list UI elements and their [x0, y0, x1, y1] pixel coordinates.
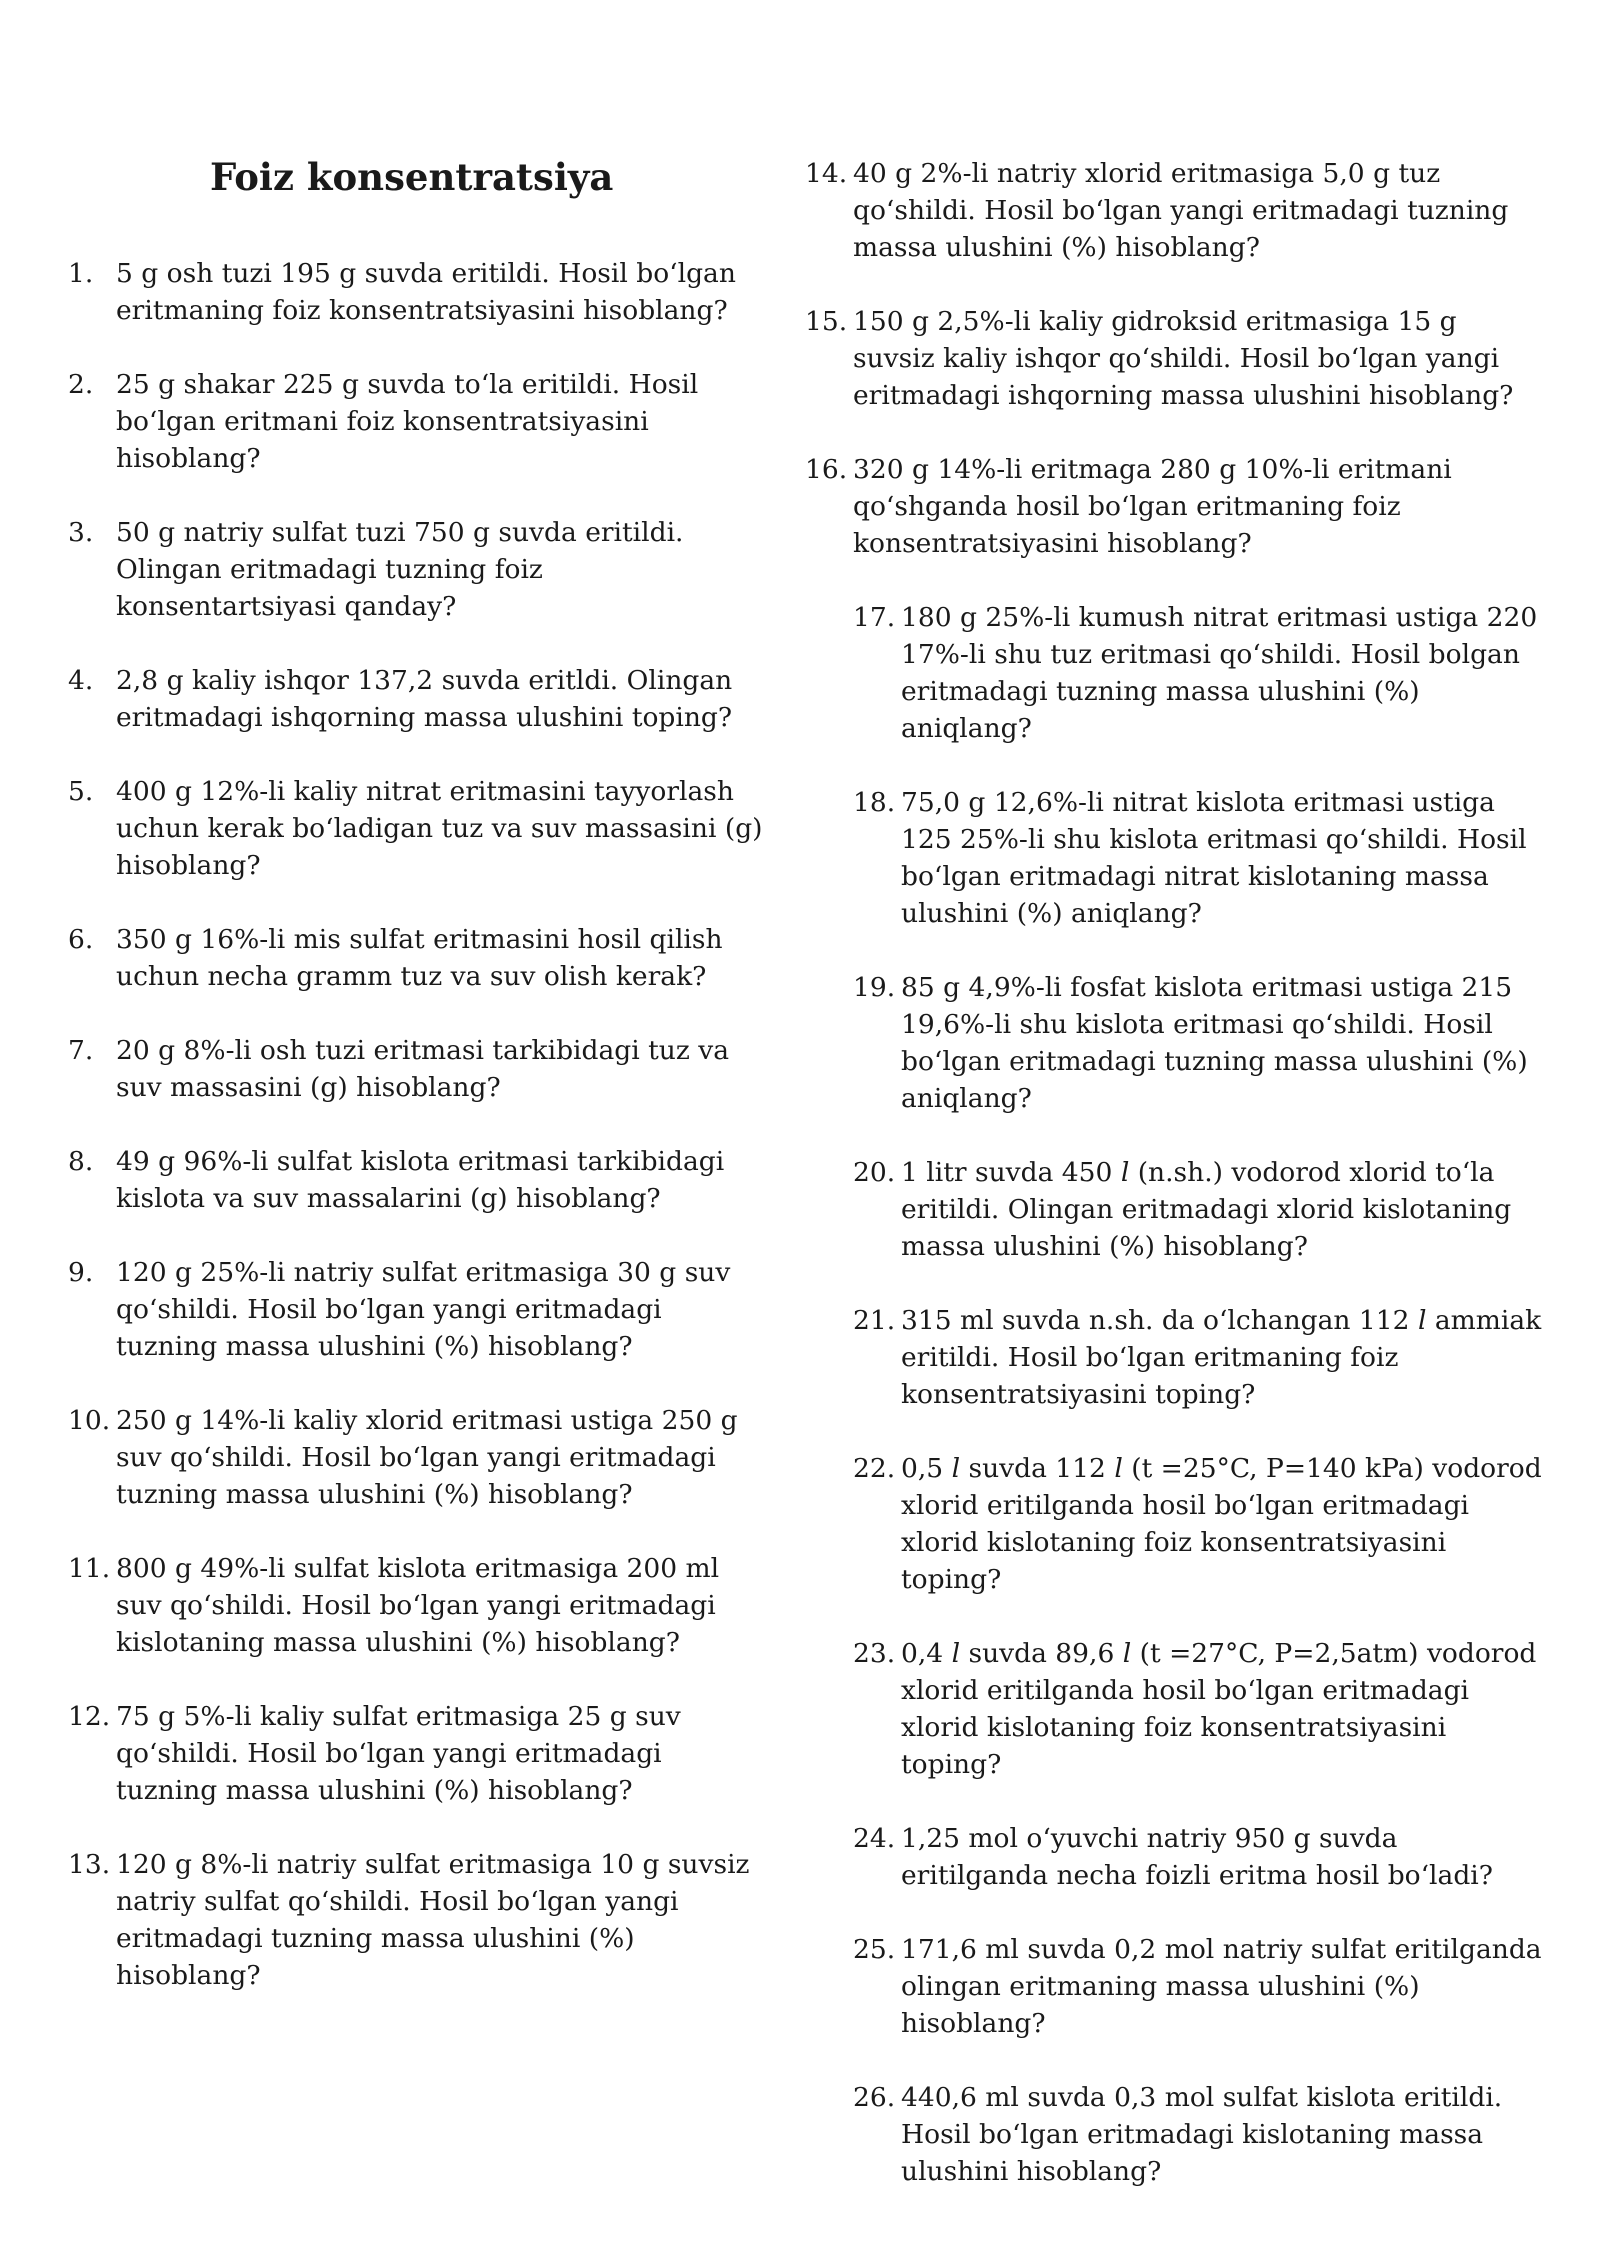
problem-item [68, 773, 768, 884]
problem-text: 75 g 5%-li kaliy sulfat eritmasiga 25 g suv qoʻshildi. Hosil boʻlgan yangi eritmadagi tuzning massa ulushini (%) hisoblang? [116, 1701, 681, 1806]
problem-item [68, 1846, 768, 1994]
problem-text: 180 g 25%-li kumush nitrat eritmasi ustiga 220 17%-li shu tuz eritmasi qoʻshildi. Hosil bolgan eritmadagi tuzning massa ulushini (%) aniqlang? [901, 602, 1538, 744]
problem-text: 2,8 g kaliy ishqor 137,2 suvda eritldi. Olingan eritmadagi ishqorning massa ulushini toping? [116, 665, 733, 733]
problem-number: 17. [853, 602, 896, 633]
problem-text: 120 g 25%-li natriy sulfat eritmasiga 30 g suv qoʻshildi. Hosil boʻlgan yangi eritmadagi tuzning massa ulushini (%) hisoblang? [116, 1257, 731, 1362]
problem-text: 50 g natriy sulfat tuzi 750 g suvda eritildi. Olingan eritmadagi tuzning foiz konsentartsiyasi qanday? [116, 517, 684, 622]
problem-text: 85 g 4,9%-li fosfat kislota eritmasi ustiga 215 19,6%-li shu kislota eritmasi qoʻshildi. Hosil boʻlgan eritmadagi tuzning massa ulushini (%) aniqlang? [901, 972, 1528, 1114]
problem-item [853, 599, 1545, 747]
problem-item [68, 514, 768, 625]
problem-item [853, 1450, 1545, 1598]
problem-number: 25. [853, 1934, 896, 1965]
problem-text: 320 g 14%-li eritmaga 280 g 10%-li eritmani qoʻshganda hosil boʻlgan eritmaning foiz konsentratsiyasini hisoblang? [853, 454, 1452, 559]
problem-item [853, 784, 1545, 932]
problem-text: 40 g 2%-li natriy xlorid eritmasiga 5,0 g tuz qoʻshildi. Hosil boʻlgan yangi eritmadagi tuzning massa ulushini (%) hisoblang? [853, 158, 1509, 263]
problem-number: 20. [853, 1157, 896, 1188]
problem-number: 15. [805, 306, 848, 337]
problem-item [853, 1820, 1545, 1894]
problem-number: 11. [68, 1553, 111, 1584]
problem-item [853, 1154, 1545, 1265]
problem-item [68, 921, 768, 995]
problem-text: 5 g osh tuzi 195 g suvda eritildi. Hosil boʻlgan eritmaning foiz konsentratsiyasini hisoblang? [116, 258, 736, 326]
problem-number: 14. [805, 158, 848, 189]
problem-item [853, 969, 1545, 1117]
problem-item [68, 1254, 768, 1365]
problem-number: 18. [853, 787, 896, 818]
problem-item [68, 1698, 768, 1809]
problem-text: 25 g shakar 225 g suvda toʻla eritildi. Hosil boʻlgan eritmani foiz konsentratsiyasini hisoblang? [116, 369, 699, 474]
problem-item [805, 155, 1545, 266]
problem-text: 440,6 ml suvda 0,3 mol sulfat kislota eritildi. Hosil boʻlgan eritmadagi kislotaning massa ulushini hisoblang? [901, 2082, 1503, 2187]
problem-text: 1,25 mol oʻyuvchi natriy 950 g suvda eritilganda necha foizli eritma hosil boʻladi? [901, 1823, 1493, 1891]
problem-text: 315 ml suvda n.sh. da oʻlchangan 112 l ammiak eritildi. Hosil boʻlgan eritmaning foiz konsentratsiyasini toping? [901, 1305, 1542, 1410]
problem-item [68, 255, 768, 329]
problem-item [853, 1931, 1545, 2042]
problem-text: 0,5 l suvda 112 l (t =25°C, P=140 kPa) vodorod xlorid eritilganda hosil boʻlgan eritmadagi xlorid kislotaning foiz konsentratsiyasini toping? [901, 1453, 1542, 1595]
problem-text: 0,4 l suvda 89,6 l (t =27°C, P=2,5atm) vodorod xlorid eritilganda hosil boʻlgan eritmadagi xlorid kislotaning foiz konsentratsiyasini toping? [901, 1638, 1537, 1780]
problem-item [853, 2079, 1545, 2190]
problem-item [68, 1032, 768, 1106]
problem-item [853, 1635, 1545, 1783]
problem-item [68, 1143, 768, 1217]
problem-number: 6. [68, 924, 94, 955]
problem-item [68, 1550, 768, 1661]
problem-number: 16. [805, 454, 848, 485]
problem-list-left [68, 255, 768, 2031]
problem-text: 171,6 ml suvda 0,2 mol natriy sulfat eritilganda olingan eritmaning massa ulushini (%) hisoblang? [901, 1934, 1542, 2039]
problem-number: 19. [853, 972, 896, 1003]
problem-item [805, 451, 1545, 562]
problem-text: 800 g 49%-li sulfat kislota eritmasiga 200 ml suv qoʻshildi. Hosil boʻlgan yangi eritmadagi kislotaning massa ulushini (%) hisoblang? [116, 1553, 720, 1658]
problem-number: 7. [68, 1035, 94, 1066]
problem-number: 13. [68, 1849, 111, 1880]
problem-text: 350 g 16%-li mis sulfat eritmasini hosil qilish uchun necha gramm tuz va suv olish kerak? [116, 924, 723, 992]
problem-text: 20 g 8%-li osh tuzi eritmasi tarkibidagi tuz va suv massasini (g) hisoblang? [116, 1035, 730, 1103]
problem-number: 1. [68, 258, 94, 289]
problem-number: 2. [68, 369, 94, 400]
problem-text: 120 g 8%-li natriy sulfat eritmasiga 10 g suvsiz natriy sulfat qoʻshildi. Hosil boʻlgan yangi eritmadagi tuzning massa ulushini (%) hisoblang? [116, 1849, 750, 1991]
problem-text: 250 g 14%-li kaliy xlorid eritmasi ustiga 250 g suv qoʻshildi. Hosil boʻlgan yangi eritmadagi tuzning massa ulushini (%) hisoblang? [116, 1405, 738, 1510]
problem-item [805, 303, 1545, 414]
problem-number: 9. [68, 1257, 94, 1288]
problem-text: 75,0 g 12,6%-li nitrat kislota eritmasi ustiga 125 25%-li shu kislota eritmasi qoʻshildi. Hosil boʻlgan eritmadagi nitrat kislotaning massa ulushini (%) aniqlang? [901, 787, 1527, 929]
page-title: Foiz konsentratsiya [210, 155, 614, 199]
problem-item [68, 662, 768, 736]
problem-item [68, 1402, 768, 1513]
problem-number: 26. [853, 2082, 896, 2113]
problem-text: 49 g 96%-li sulfat kislota eritmasi tarkibidagi kislota va suv massalarini (g) hisoblang? [116, 1146, 725, 1214]
problem-text: 400 g 12%-li kaliy nitrat eritmasini tayyorlash uchun kerak boʻladigan tuz va suv massasini (g) hisoblang? [116, 776, 763, 881]
problem-item [68, 366, 768, 477]
problem-number: 8. [68, 1146, 94, 1177]
problem-item [853, 1302, 1545, 1413]
problem-number: 5. [68, 776, 94, 807]
problem-number: 4. [68, 665, 94, 696]
problem-text: 1 litr suvda 450 l (n.sh.) vodorod xlorid toʻla eritildi. Olingan eritmadagi xlorid kislotaning massa ulushini (%) hisoblang? [901, 1157, 1512, 1262]
problem-list-right [805, 155, 1545, 2227]
problem-number: 10. [68, 1405, 111, 1436]
problem-number: 23. [853, 1638, 896, 1669]
problem-number: 3. [68, 517, 94, 548]
problem-number: 21. [853, 1305, 896, 1336]
problem-text: 150 g 2,5%-li kaliy gidroksid eritmasiga 15 g suvsiz kaliy ishqor qoʻshildi. Hosil boʻlgan yangi eritmadagi ishqorning massa ulushini hisoblang? [853, 306, 1514, 411]
problem-number: 22. [853, 1453, 896, 1484]
problem-number: 24. [853, 1823, 896, 1854]
problem-number: 12. [68, 1701, 111, 1732]
